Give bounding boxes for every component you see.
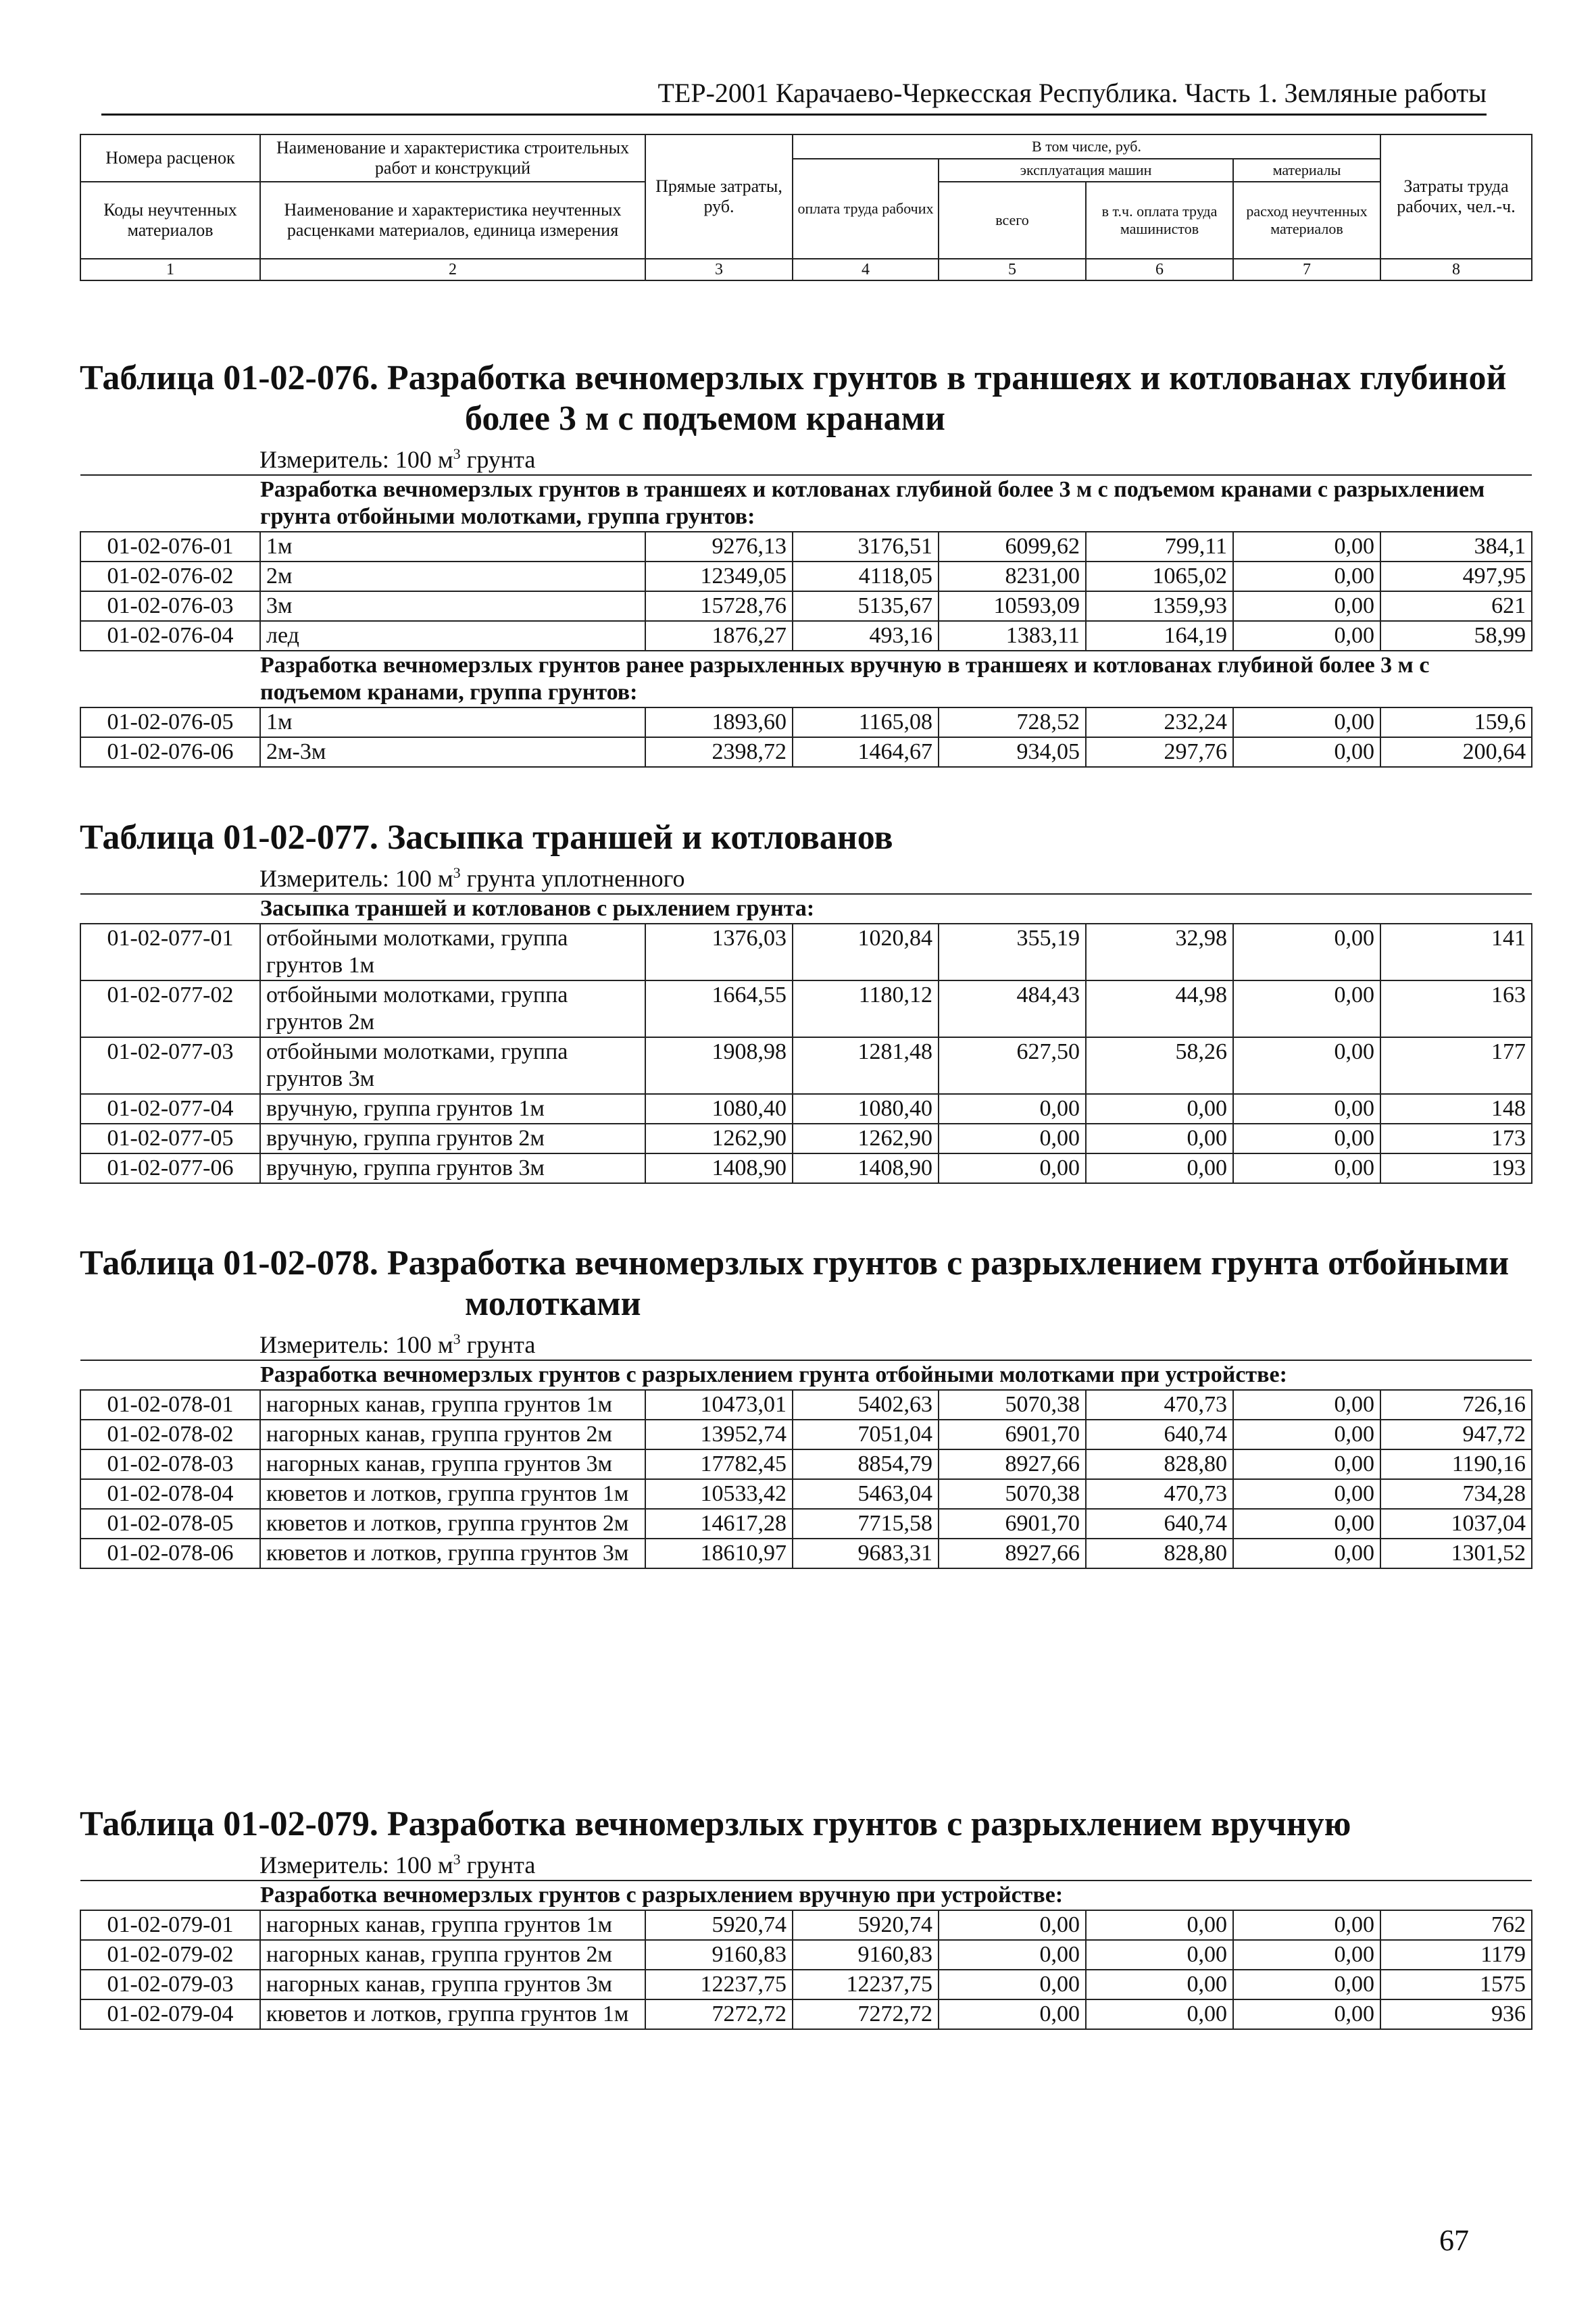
worker-pay-cell: 1262,90 <box>793 1124 939 1153</box>
machines-total-cell: 484,43 <box>939 980 1086 1037</box>
labor-hours-cell: 1179 <box>1380 1940 1532 1970</box>
machines-total-cell: 0,00 <box>939 1153 1086 1183</box>
material-usage-cell: 0,00 <box>1233 1999 1380 2029</box>
rate-code-cell: 01-02-078-03 <box>80 1449 260 1479</box>
work-description-cell: 3м <box>260 591 645 621</box>
machines-total-cell: 8927,66 <box>939 1449 1086 1479</box>
labor-hours-cell: 621 <box>1380 591 1532 621</box>
col-work-description: Наименование и характеристика строительных работ и конструкций <box>260 134 645 182</box>
work-description-cell: вручную, группа грунтов 3м <box>260 1153 645 1183</box>
machines-total-cell: 0,00 <box>939 1094 1086 1124</box>
machines-total-cell: 0,00 <box>939 1999 1086 2029</box>
material-usage-cell: 0,00 <box>1233 1479 1380 1509</box>
group-row <box>80 1360 1532 1390</box>
labor-hours-cell: 159,6 <box>1380 707 1532 737</box>
direct-costs-cell: 1408,90 <box>645 1153 793 1183</box>
machines-total-cell: 6901,70 <box>939 1509 1086 1539</box>
machinist-pay-cell: 164,19 <box>1086 621 1233 651</box>
material-usage-cell: 0,00 <box>1233 1449 1380 1479</box>
worker-pay-cell: 1464,67 <box>793 737 939 767</box>
machinist-pay-cell: 0,00 <box>1086 1153 1233 1183</box>
table-section-076 <box>80 358 1531 768</box>
machinist-pay-cell: 0,00 <box>1086 1124 1233 1153</box>
material-usage-cell: 0,00 <box>1233 1539 1380 1568</box>
page-header: ТЕР-2001 Карачаево-Черкесская Республика. Часть 1. Земляные работы <box>101 76 1487 116</box>
rate-code-cell: 01-02-077-01 <box>80 924 260 980</box>
table-title: Таблица 01-02-078. Разработка вечномерзлых грунтов с разрыхлением грунта отбойными молотками <box>80 1244 1510 1323</box>
machines-total-cell: 728,52 <box>939 707 1086 737</box>
rate-code-cell: 01-02-077-02 <box>80 980 260 1037</box>
work-description-cell: 1м <box>260 707 645 737</box>
machines-total-cell: 0,00 <box>939 1940 1086 1970</box>
worker-pay-cell: 12237,75 <box>793 1970 939 1999</box>
rate-code-cell: 01-02-076-03 <box>80 591 260 621</box>
machines-total-cell: 1383,11 <box>939 621 1086 651</box>
work-description-cell: нагорных канав, группа грунтов 1м <box>260 1390 645 1420</box>
material-usage-cell: 0,00 <box>1233 737 1380 767</box>
direct-costs-cell: 1262,90 <box>645 1124 793 1153</box>
work-description-cell: 1м <box>260 532 645 562</box>
table-row <box>80 1390 1532 1420</box>
worker-pay-cell: 1281,48 <box>793 1037 939 1094</box>
material-usage-cell: 0,00 <box>1233 591 1380 621</box>
table-row <box>80 1420 1532 1449</box>
work-description-cell: нагорных канав, группа грунтов 3м <box>260 1449 645 1479</box>
material-usage-cell: 0,00 <box>1233 1153 1380 1183</box>
table-row <box>80 1449 1532 1479</box>
work-description-cell: отбойными молотками, группа грунтов 2м <box>260 980 645 1037</box>
worker-pay-cell: 5920,74 <box>793 1910 939 1940</box>
machines-total-cell: 10593,09 <box>939 591 1086 621</box>
group-label: Разработка вечномерзлых грунтов в траншеях и котлованах глубиной более 3 м с подъемом кранами с разрыхлением грунта отбойными молотками, группа грунтов: <box>80 475 1532 532</box>
col-number: 1 <box>80 259 260 280</box>
machinist-pay-cell: 0,00 <box>1086 1910 1233 1940</box>
labor-hours-cell: 1037,04 <box>1380 1509 1532 1539</box>
rate-code-cell: 01-02-078-01 <box>80 1390 260 1420</box>
worker-pay-cell: 1180,12 <box>793 980 939 1037</box>
col-number: 4 <box>793 259 939 280</box>
group-row <box>80 1881 1532 1910</box>
direct-costs-cell: 12349,05 <box>645 562 793 591</box>
labor-hours-cell: 384,1 <box>1380 532 1532 562</box>
work-description-cell: нагорных канав, группа грунтов 3м <box>260 1970 645 1999</box>
col-material-codes: Коды неучтенных материалов <box>80 182 260 259</box>
table-row <box>80 707 1532 737</box>
rate-code-cell: 01-02-077-05 <box>80 1124 260 1153</box>
rate-code-cell: 01-02-076-06 <box>80 737 260 767</box>
material-usage-cell: 0,00 <box>1233 707 1380 737</box>
group-label: Разработка вечномерзлых грунтов с разрыхлением вручную при устройстве: <box>80 1881 1532 1910</box>
labor-hours-cell: 58,99 <box>1380 621 1532 651</box>
labor-hours-cell: 193 <box>1380 1153 1532 1183</box>
table-row <box>80 1153 1532 1183</box>
direct-costs-cell: 15728,76 <box>645 591 793 621</box>
col-number: 2 <box>260 259 645 280</box>
work-description-cell: отбойными молотками, группа грунтов 3м <box>260 1037 645 1094</box>
rate-code-cell: 01-02-079-01 <box>80 1910 260 1940</box>
table-row <box>80 1509 1532 1539</box>
machinist-pay-cell: 297,76 <box>1086 737 1233 767</box>
machinist-pay-cell: 470,73 <box>1086 1479 1233 1509</box>
work-description-cell: кюветов и лотков, группа грунтов 1м <box>260 1479 645 1509</box>
group-label: Разработка вечномерзлых грунтов ранее разрыхленных вручную в траншеях и котлованах глубиной более 3 м с подъемом кранами, группа грунтов: <box>80 651 1532 707</box>
measure-unit: Измеритель: 100 $м^3$ грунта <box>259 1330 536 1358</box>
labor-hours-cell: 936 <box>1380 1999 1532 2029</box>
direct-costs-cell: 17782,45 <box>645 1449 793 1479</box>
labor-hours-cell: 1190,16 <box>1380 1449 1532 1479</box>
machinist-pay-cell: 58,26 <box>1086 1037 1233 1094</box>
rate-code-cell: 01-02-078-04 <box>80 1479 260 1509</box>
table-title: Таблица 01-02-079. Разработка вечномерзлых грунтов с разрыхлением вручную <box>80 1805 1351 1843</box>
material-usage-cell: 0,00 <box>1233 1509 1380 1539</box>
labor-hours-cell: 163 <box>1380 980 1532 1037</box>
rates-table <box>80 1880 1532 2030</box>
rate-code-cell: 01-02-079-03 <box>80 1970 260 1999</box>
labor-hours-cell: 497,95 <box>1380 562 1532 591</box>
worker-pay-cell: 1165,08 <box>793 707 939 737</box>
material-usage-cell: 0,00 <box>1233 1970 1380 1999</box>
rate-code-cell: 01-02-079-02 <box>80 1940 260 1970</box>
machines-total-cell: 934,05 <box>939 737 1086 767</box>
col-number: 5 <box>939 259 1086 280</box>
measure-unit: Измеритель: 100 $м^3$ грунта уплотненного <box>259 864 685 892</box>
table-row <box>80 1970 1532 1999</box>
work-description-cell: кюветов и лотков, группа грунтов 2м <box>260 1509 645 1539</box>
labor-hours-cell: 947,72 <box>1380 1420 1532 1449</box>
machinist-pay-cell: 470,73 <box>1086 1390 1233 1420</box>
table-row <box>80 1539 1532 1568</box>
material-usage-cell: 0,00 <box>1233 1910 1380 1940</box>
direct-costs-cell: 10533,42 <box>645 1479 793 1509</box>
table-section-079 <box>80 1804 1531 2030</box>
labor-hours-cell: 1575 <box>1380 1970 1532 1999</box>
direct-costs-cell: 13952,74 <box>645 1420 793 1449</box>
table-title: Таблица 01-02-077. Засыпка траншей и котлованов <box>80 818 893 857</box>
group-row <box>80 894 1532 924</box>
machines-total-cell: 0,00 <box>939 1910 1086 1940</box>
material-usage-cell: 0,00 <box>1233 562 1380 591</box>
rate-code-cell: 01-02-076-04 <box>80 621 260 651</box>
group-row <box>80 651 1532 707</box>
machines-total-cell: 8927,66 <box>939 1539 1086 1568</box>
table-section-077 <box>80 818 1531 1184</box>
worker-pay-cell: 5463,04 <box>793 1479 939 1509</box>
work-description-cell: 2м <box>260 562 645 591</box>
table-title: Таблица 01-02-076. Разработка вечномерзлых грунтов в траншеях и котлованах глубиной более 3 м с подъемом кранами <box>80 359 1507 438</box>
work-description-cell: нагорных канав, группа грунтов 2м <box>260 1940 645 1970</box>
table-row <box>80 532 1532 562</box>
col-machinist-pay: в т.ч. оплата труда машинистов <box>1086 182 1233 259</box>
rate-code-cell: 01-02-079-04 <box>80 1999 260 2029</box>
machinist-pay-cell: 828,80 <box>1086 1539 1233 1568</box>
table-row <box>80 980 1532 1037</box>
worker-pay-cell: 7051,04 <box>793 1420 939 1449</box>
machinist-pay-cell: 0,00 <box>1086 1094 1233 1124</box>
material-usage-cell: 0,00 <box>1233 532 1380 562</box>
labor-hours-cell: 141 <box>1380 924 1532 980</box>
table-row <box>80 591 1532 621</box>
labor-hours-cell: 173 <box>1380 1124 1532 1153</box>
machines-total-cell: 627,50 <box>939 1037 1086 1094</box>
column-header-table <box>80 134 1532 281</box>
group-label: Разработка вечномерзлых грунтов с разрыхлением грунта отбойными молотками при устройстве: <box>80 1360 1532 1390</box>
direct-costs-cell: 2398,72 <box>645 737 793 767</box>
worker-pay-cell: 5135,67 <box>793 591 939 621</box>
rate-code-cell: 01-02-077-03 <box>80 1037 260 1094</box>
material-usage-cell: 0,00 <box>1233 1420 1380 1449</box>
rate-code-cell: 01-02-077-06 <box>80 1153 260 1183</box>
worker-pay-cell: 493,16 <box>793 621 939 651</box>
work-description-cell: отбойными молотками, группа грунтов 1м <box>260 924 645 980</box>
machinist-pay-cell: 0,00 <box>1086 1940 1233 1970</box>
material-usage-cell: 0,00 <box>1233 924 1380 980</box>
labor-hours-cell: 200,64 <box>1380 737 1532 767</box>
work-description-cell: вручную, группа грунтов 1м <box>260 1094 645 1124</box>
work-description-cell: кюветов и лотков, группа грунтов 1м <box>260 1999 645 2029</box>
labor-hours-cell: 726,16 <box>1380 1390 1532 1420</box>
direct-costs-cell: 1876,27 <box>645 621 793 651</box>
rates-table <box>80 893 1532 1184</box>
table-row <box>80 924 1532 980</box>
col-rates-number: Номера расценок <box>80 134 260 182</box>
col-number: 6 <box>1086 259 1233 280</box>
machinist-pay-cell: 232,24 <box>1086 707 1233 737</box>
material-usage-cell: 0,00 <box>1233 980 1380 1037</box>
work-description-cell: нагорных канав, группа грунтов 2м <box>260 1420 645 1449</box>
rate-code-cell: 01-02-076-01 <box>80 532 260 562</box>
machines-total-cell: 355,19 <box>939 924 1086 980</box>
work-description-cell: лед <box>260 621 645 651</box>
measure-unit: Измеритель: 100 $м^3$ грунта <box>259 1851 536 1878</box>
material-usage-cell: 0,00 <box>1233 1124 1380 1153</box>
work-description-cell: кюветов и лотков, группа грунтов 3м <box>260 1539 645 1568</box>
worker-pay-cell: 4118,05 <box>793 562 939 591</box>
group-label: Засыпка траншей и котлованов с рыхлением грунта: <box>80 894 1532 924</box>
labor-hours-cell: 177 <box>1380 1037 1532 1094</box>
machinist-pay-cell: 0,00 <box>1086 1970 1233 1999</box>
machinist-pay-cell: 1065,02 <box>1086 562 1233 591</box>
direct-costs-cell: 1080,40 <box>645 1094 793 1124</box>
machines-total-cell: 6901,70 <box>939 1420 1086 1449</box>
col-number: 3 <box>645 259 793 280</box>
worker-pay-cell: 5402,63 <box>793 1390 939 1420</box>
machines-total-cell: 0,00 <box>939 1970 1086 1999</box>
table-row <box>80 1999 1532 2029</box>
machinist-pay-cell: 799,11 <box>1086 532 1233 562</box>
rate-code-cell: 01-02-077-04 <box>80 1094 260 1124</box>
direct-costs-cell: 14617,28 <box>645 1509 793 1539</box>
material-usage-cell: 0,00 <box>1233 1037 1380 1094</box>
col-number: 7 <box>1233 259 1380 280</box>
direct-costs-cell: 1664,55 <box>645 980 793 1037</box>
table-row <box>80 1094 1532 1124</box>
machinist-pay-cell: 32,98 <box>1086 924 1233 980</box>
rates-table <box>80 474 1532 768</box>
labor-hours-cell: 148 <box>1380 1094 1532 1124</box>
machines-total-cell: 5070,38 <box>939 1479 1086 1509</box>
table-row <box>80 1037 1532 1094</box>
direct-costs-cell: 1893,60 <box>645 707 793 737</box>
machinist-pay-cell: 44,98 <box>1086 980 1233 1037</box>
worker-pay-cell: 9683,31 <box>793 1539 939 1568</box>
material-usage-cell: 0,00 <box>1233 1940 1380 1970</box>
work-description-cell: вручную, группа грунтов 2м <box>260 1124 645 1153</box>
worker-pay-cell: 9160,83 <box>793 1940 939 1970</box>
worker-pay-cell: 7272,72 <box>793 1999 939 2029</box>
col-material-usage: расход неучтенных материалов <box>1233 182 1380 259</box>
col-direct-costs: Прямые затраты, руб. <box>645 134 793 259</box>
table-row <box>80 737 1532 767</box>
machines-total-cell: 5070,38 <box>939 1390 1086 1420</box>
material-usage-cell: 0,00 <box>1233 1094 1380 1124</box>
col-number: 8 <box>1380 259 1532 280</box>
direct-costs-cell: 18610,97 <box>645 1539 793 1568</box>
table-row <box>80 1479 1532 1509</box>
direct-costs-cell: 9160,83 <box>645 1940 793 1970</box>
measure-unit: Измеритель: 100 $м^3$ грунта <box>259 445 536 473</box>
labor-hours-cell: 762 <box>1380 1910 1532 1940</box>
machinist-pay-cell: 640,74 <box>1086 1509 1233 1539</box>
col-labor-hours: Затраты труда рабочих, чел.-ч. <box>1380 134 1532 259</box>
direct-costs-cell: 7272,72 <box>645 1999 793 2029</box>
group-row <box>80 475 1532 532</box>
col-group-including: В том числе, руб. <box>793 134 1380 159</box>
direct-costs-cell: 5920,74 <box>645 1910 793 1940</box>
machinist-pay-cell: 0,00 <box>1086 1999 1233 2029</box>
worker-pay-cell: 7715,58 <box>793 1509 939 1539</box>
worker-pay-cell: 8854,79 <box>793 1449 939 1479</box>
machinist-pay-cell: 1359,93 <box>1086 591 1233 621</box>
work-description-cell: 2м-3м <box>260 737 645 767</box>
direct-costs-cell: 9276,13 <box>645 532 793 562</box>
machinist-pay-cell: 828,80 <box>1086 1449 1233 1479</box>
rate-code-cell: 01-02-078-02 <box>80 1420 260 1449</box>
worker-pay-cell: 3176,51 <box>793 532 939 562</box>
table-row <box>80 1124 1532 1153</box>
col-worker-pay: оплата труда рабочих <box>793 159 939 259</box>
machines-total-cell: 8231,00 <box>939 562 1086 591</box>
direct-costs-cell: 10473,01 <box>645 1390 793 1420</box>
machines-total-cell: 0,00 <box>939 1124 1086 1153</box>
worker-pay-cell: 1408,90 <box>793 1153 939 1183</box>
labor-hours-cell: 1301,52 <box>1380 1539 1532 1568</box>
worker-pay-cell: 1020,84 <box>793 924 939 980</box>
worker-pay-cell: 1080,40 <box>793 1094 939 1124</box>
col-material-description: Наименование и характеристика неучтенных расценками материалов, единица измерения <box>260 182 645 259</box>
direct-costs-cell: 12237,75 <box>645 1970 793 1999</box>
table-section-078 <box>80 1243 1531 1569</box>
direct-costs-cell: 1908,98 <box>645 1037 793 1094</box>
labor-hours-cell: 734,28 <box>1380 1479 1532 1509</box>
col-group-machines: эксплуатация машин <box>939 159 1233 182</box>
col-machines-total: всего <box>939 182 1086 259</box>
work-description-cell: нагорных канав, группа грунтов 1м <box>260 1910 645 1940</box>
table-row <box>80 1940 1532 1970</box>
table-row <box>80 562 1532 591</box>
rate-code-cell: 01-02-076-02 <box>80 562 260 591</box>
material-usage-cell: 0,00 <box>1233 1390 1380 1420</box>
page-number: 67 <box>1439 2224 1469 2257</box>
machinist-pay-cell: 640,74 <box>1086 1420 1233 1449</box>
rates-table <box>80 1360 1532 1569</box>
machines-total-cell: 6099,62 <box>939 532 1086 562</box>
rate-code-cell: 01-02-076-05 <box>80 707 260 737</box>
direct-costs-cell: 1376,03 <box>645 924 793 980</box>
col-group-materials: материалы <box>1233 159 1380 182</box>
table-row <box>80 1910 1532 1940</box>
material-usage-cell: 0,00 <box>1233 621 1380 651</box>
rate-code-cell: 01-02-078-06 <box>80 1539 260 1568</box>
table-row <box>80 621 1532 651</box>
rate-code-cell: 01-02-078-05 <box>80 1509 260 1539</box>
